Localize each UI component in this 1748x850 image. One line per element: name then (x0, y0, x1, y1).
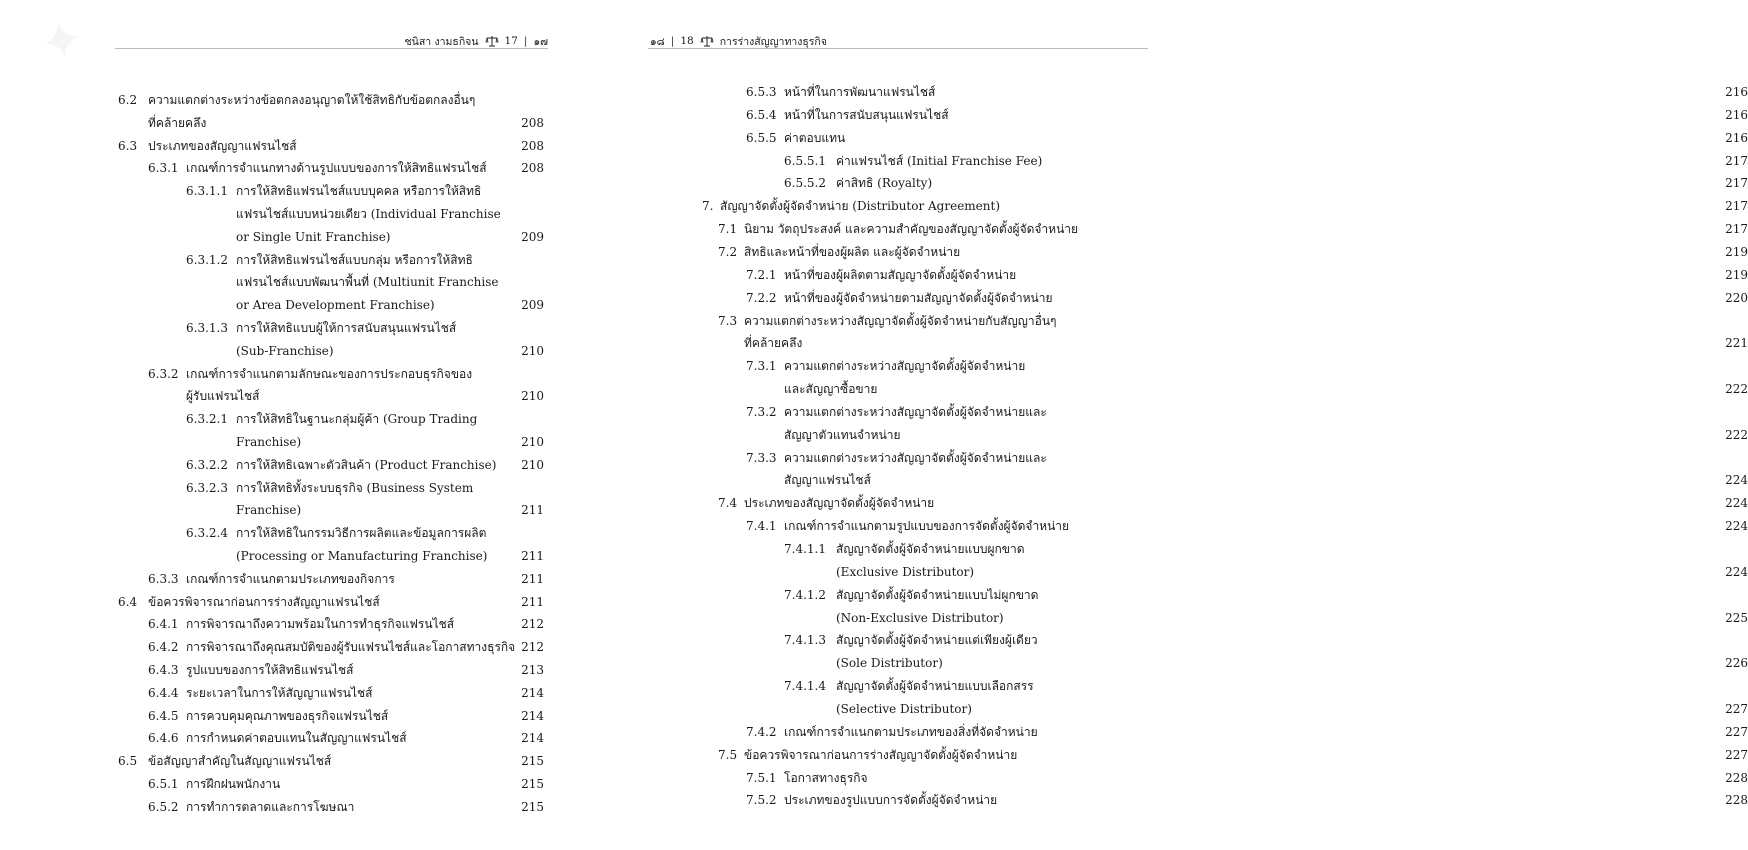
scales-icon (485, 35, 499, 47)
toc-entry-title: สัญญาตัวแทนจำหน่าย (784, 427, 901, 442)
toc-page-number: 225 (1725, 610, 1748, 625)
toc-entry (746, 402, 1047, 422)
toc-page-number: 217 (1725, 176, 1748, 191)
toc-entry (148, 113, 206, 133)
toc-page-number: 217 (1725, 222, 1748, 237)
toc-entry-title: ระยะเวลาในการให้สัญญาแฟรนไชส์ (186, 685, 373, 700)
toc-entry-number: 6.5.5.1 (784, 153, 826, 168)
toc-entry (186, 250, 473, 270)
toc-entry (148, 706, 388, 726)
toc-entry-title: or Single Unit Franchise) (236, 229, 391, 244)
toc-entry (784, 630, 1038, 650)
toc-entry-title: สัญญาจัดตั้งผู้จัดจำหน่ายแบบไม่ผูกขาด (836, 587, 1039, 602)
toc-entry (186, 386, 259, 406)
toc-entry (836, 608, 1004, 628)
toc-page-number: 215 (521, 754, 544, 769)
toc-entry-number: 7.4.2 (746, 724, 777, 739)
toc-entry-number: 6.5.3 (746, 85, 777, 99)
toc-entry (836, 699, 972, 719)
toc-entry-number: 7.2 (718, 244, 738, 259)
toc-page-number: 211 (521, 549, 544, 563)
toc-entry-title: ข้อควรพิจารณาก่อนการร่างสัญญาแฟรนไชส์ (148, 594, 380, 609)
toc-entry (746, 722, 1038, 742)
toc-entry (148, 614, 454, 634)
toc-entry-title: การพิจารณาถึงความพร้อมในการทำธุรกิจแฟรนไชส์ (186, 617, 455, 632)
toc-entry (236, 546, 487, 566)
toc-entry (746, 768, 868, 788)
toc-page-number: 227 (1725, 724, 1748, 739)
toc-entry-title: หน้าที่ของผู้ผลิตตามสัญญาจัดตั้งผู้จัดจำหน่าย (784, 267, 1017, 282)
toc-entry-number: 7.3.2 (746, 404, 777, 419)
toc-page-number: 226 (1725, 656, 1748, 671)
toc-entry-title: ความแตกต่างระหว่างข้อตกลงอนุญาตให้ใช้สิทธิกับข้อตกลงอื่นๆ (148, 93, 476, 107)
toc-page-number: 227 (1725, 701, 1748, 716)
toc-entry-number: 6.5.1 (148, 777, 179, 791)
toc-entry-title: นิยาม วัตถุประสงค์ และความสำคัญของสัญญาจัดตั้งผู้จัดจำหน่าย (744, 222, 1079, 237)
toc-entry (236, 272, 499, 292)
toc-entry-number: 6.3.1 (148, 161, 179, 176)
toc-entry-number: 7.5 (718, 747, 738, 762)
toc-entry (186, 455, 496, 475)
toc-entry (746, 82, 935, 102)
toc-page-number: 216 (1725, 130, 1748, 145)
toc-entry (186, 409, 477, 429)
toc-entry-title: ประเภทของสัญญาจัดตั้งผู้จัดจำหน่าย (744, 496, 935, 511)
toc-entry-title: (Sole Distributor) (836, 656, 943, 671)
toc-entry-number: 6.3.1.2 (186, 252, 228, 267)
toc-entry-number: 6.3.2.4 (186, 526, 228, 541)
toc-entry (118, 136, 297, 156)
toc-entry (836, 562, 974, 582)
toc-entry-title: ที่คล้ายคลึง (148, 115, 207, 130)
toc-entry (746, 265, 1016, 285)
toc-entry-number: 6.5.5 (746, 130, 777, 145)
toc-entry-title: ความแตกต่างระหว่างสัญญาจัดตั้งผู้จัดจำหน่ายและ (784, 450, 1047, 465)
toc-page-number: 224 (1725, 496, 1748, 511)
left-page (0, 0, 600, 850)
toc-entry (118, 90, 475, 110)
toc-entry-title: สิทธิและหน้าที่ของผู้ผลิต และผู้จัดจำหน่าย (744, 244, 961, 259)
toc-entry-title: เกณฑ์การจำแนกตามประเภทของกิจการ (186, 571, 395, 586)
toc-entry-title: การกำหนดค่าตอบแทนในสัญญาแฟรนไชส์ (186, 731, 407, 746)
toc-entry-number: 6.2 (118, 93, 138, 107)
toc-page-number: 210 (521, 457, 544, 472)
toc-entry (784, 379, 877, 399)
toc-entry-number: 6.4.2 (148, 640, 179, 655)
page-number-arabic: 17 (504, 35, 518, 47)
toc-entry-number: 6.4 (118, 594, 138, 609)
toc-entry (186, 478, 473, 498)
toc-page-number: 208 (521, 115, 544, 130)
toc-entry-title: ความแตกต่างระหว่างสัญญาจัดตั้งผู้จัดจำหน่าย (784, 359, 1026, 374)
toc-entry-number: 6.3.3 (148, 571, 179, 586)
toc-entry (148, 158, 487, 178)
toc-entry-number: 7.3.3 (746, 450, 777, 465)
toc-entry-title: (Non-Exclusive Distributor) (836, 610, 1004, 625)
toc-entry-title: Franchise) (236, 503, 302, 518)
toc-page-number: 214 (521, 685, 544, 700)
toc-entry-title: ความแตกต่างระหว่างสัญญาจัดตั้งผู้จัดจำหน่ายกับสัญญาอื่นๆ (744, 313, 1057, 328)
toc-entry (746, 356, 1025, 376)
toc-page-number: 212 (521, 617, 544, 632)
toc-page-number: 221 (1725, 336, 1748, 351)
toc-entry (148, 569, 395, 589)
toc-entry (746, 448, 1047, 468)
toc-entry-title: แฟรนไชส์แบบหน่วยเดียว (Individual Franchise (236, 207, 501, 221)
toc-entry-number: 6.3.2.3 (186, 480, 228, 495)
toc-page-number: 222 (1725, 427, 1748, 442)
toc-entry (836, 653, 943, 673)
toc-entry-title: แฟรนไชส์แบบพัฒนาพื้นที่ (Multiunit Franchise (236, 275, 499, 290)
toc-entry-number: 6.5 (118, 754, 138, 769)
toc-entry-title: หน้าที่ในการพัฒนาแฟรนไชส์ (784, 85, 936, 99)
toc-entry (746, 288, 1052, 308)
right-page (600, 0, 1748, 850)
toc-page-number: 219 (1725, 267, 1748, 282)
toc-entry-number: 6.5.4 (746, 107, 777, 122)
toc-entry (702, 196, 1000, 216)
toc-page-number: 209 (521, 229, 544, 244)
toc-entry (784, 676, 1034, 696)
toc-entry-title: สัญญาแฟรนไชส์ (784, 473, 871, 488)
toc-entry-title: ค่าสิทธิ (Royalty) (836, 176, 933, 191)
toc-page-number: 210 (521, 389, 544, 404)
toc-entry-title: เกณฑ์การจำแนกตามลักษณะของการประกอบธุรกิจของ (186, 366, 473, 381)
toc-entry-number: 6.5.5.2 (784, 176, 826, 191)
toc-entry-number: 7.4.1.1 (784, 542, 826, 556)
toc-entry (236, 341, 334, 361)
header-rule (115, 48, 548, 49)
toc-entry (186, 181, 481, 201)
toc-entry-title: (Processing or Manufacturing Franchise) (236, 549, 488, 563)
toc-page-number: 215 (521, 799, 544, 814)
toc-entry-number: 6.4.5 (148, 708, 179, 723)
toc-entry-number: 6.3 (118, 138, 138, 153)
toc-entry-title: ข้อควรพิจารณาก่อนการร่างสัญญาจัดตั้งผู้จัดจำหน่าย (744, 747, 1018, 762)
toc-page-number: 227 (1725, 747, 1748, 762)
toc-page-number: 222 (1725, 382, 1748, 397)
toc-entry-title: ที่คล้ายคลึง (744, 336, 803, 351)
toc-entry (718, 745, 1017, 765)
toc-page-number: 224 (1725, 564, 1748, 579)
toc-entry-title: เกณฑ์การจำแนกทางด้านรูปแบบของการให้สิทธิแฟรนไชส์ (186, 161, 487, 176)
toc-entry-number: 6.3.1.3 (186, 321, 228, 335)
toc-entry (784, 425, 901, 445)
toc-entry-title: ความแตกต่างระหว่างสัญญาจัดตั้งผู้จัดจำหน่ายและ (784, 404, 1047, 419)
toc-entry-number: 6.4.6 (148, 731, 179, 746)
toc-entry-number: 7. (702, 199, 714, 214)
toc-entry-number: 7.1 (718, 222, 738, 237)
toc-page-number: 212 (521, 640, 544, 655)
toc-entry-number: 7.4.1.4 (784, 679, 826, 694)
toc-entry-title: หน้าที่ของผู้จัดจำหน่ายตามสัญญาจัดตั้งผู้จัดจำหน่าย (784, 290, 1053, 305)
toc-entry-number: 7.5.1 (746, 770, 777, 785)
toc-entry-title: or Area Development Franchise) (236, 298, 435, 313)
toc-page-number: 214 (521, 708, 544, 723)
toc-entry (746, 516, 1069, 536)
toc-entry-title: สัญญาจัดตั้งผู้จัดจำหน่ายแบบผูกขาด (836, 542, 1025, 556)
toc-entry-number: 6.4.4 (148, 685, 179, 700)
toc-entry-number: 7.2.1 (746, 267, 777, 282)
page-number-thai: ๑๘ (650, 35, 665, 48)
toc-entry (186, 318, 456, 338)
toc-entry (718, 311, 1056, 331)
toc-entry-title: เกณฑ์การจำแนกตามประเภทของสิ่งที่จัดจำหน่าย (784, 724, 1038, 739)
watermark (34, 4, 107, 75)
toc-page-number: 214 (521, 731, 544, 746)
toc-entry-title: (Selective Distributor) (836, 701, 972, 716)
toc-entry (236, 432, 301, 452)
toc-page-number: 208 (521, 138, 544, 153)
toc-entry-title: สัญญาจัดตั้งผู้จัดจำหน่ายแต่เพียงผู้เดียว (836, 633, 1038, 648)
toc-entry (236, 227, 391, 247)
page-number-arabic: 18 (680, 35, 694, 47)
toc-entry-title: การทำการตลาดและการโฆษณา (186, 799, 355, 814)
toc-entry-title: ค่าตอบแทน (784, 130, 846, 145)
toc-entry-number: 7.3.1 (746, 359, 777, 374)
toc-entry-title: การให้สิทธิแบบผู้ให้การสนับสนุนแฟรนไชส์ (236, 321, 457, 335)
toc-entry (784, 173, 932, 193)
toc-entry-number: 7.3 (718, 313, 738, 328)
toc-entry (118, 751, 331, 771)
toc-entry-title: การให้สิทธิในฐานะกลุ่มผู้ค้า (Group Trading (236, 412, 478, 427)
left-running-header (405, 34, 548, 48)
header-rule (648, 48, 1148, 49)
toc-entry (746, 105, 949, 125)
toc-page-number: 216 (1725, 107, 1748, 122)
toc-page-number: 216 (1725, 85, 1748, 99)
toc-entry-number: 7.4.1 (746, 519, 777, 534)
toc-entry-title: ประเภทของรูปแบบการจัดตั้งผู้จัดจำหน่าย (784, 793, 998, 808)
toc-entry (148, 364, 472, 384)
scales-icon (700, 35, 714, 47)
toc-page-number: 224 (1725, 519, 1748, 534)
toc-page-number: 210 (521, 435, 544, 449)
toc-entry-title: การให้สิทธิทั้งระบบธุรกิจ (Business System (236, 480, 474, 495)
toc-entry-number: 6.4.3 (148, 663, 179, 677)
page-number-thai: ๑๗ (533, 35, 548, 48)
toc-entry (148, 774, 280, 794)
toc-entry-title: ประเภทของสัญญาแฟรนไชส์ (148, 138, 297, 153)
author-name: ชนิสา งามธกิจน (404, 35, 479, 48)
toc-entry-title: สัญญาจัดตั้งผู้จัดจำหน่าย (Distributor Agreement) (720, 199, 1001, 214)
toc-entry (718, 219, 1078, 239)
toc-entry-number: 6.3.2 (148, 366, 179, 381)
toc-page-number: 210 (521, 343, 544, 358)
toc-entry (718, 242, 960, 262)
toc-entry-number: 7.4.1.3 (784, 633, 826, 648)
toc-page-number: 228 (1725, 793, 1748, 808)
toc-entry-number: 7.4.1.2 (784, 587, 826, 602)
toc-page-number: 228 (1725, 770, 1748, 785)
book-title: การร่างสัญญาทางธุรกิจ (719, 35, 827, 48)
toc-entry-title: เกณฑ์การจำแนกตามรูปแบบของการจัดตั้งผู้จัดจำหน่าย (784, 519, 1070, 534)
toc-entry-title: ข้อสัญญาสำคัญในสัญญาแฟรนไชส์ (148, 754, 332, 769)
toc-entry-title: การให้สิทธิแฟรนไชส์แบบกลุ่ม หรือการให้สิทธิ (236, 252, 473, 267)
toc-entry (236, 204, 501, 224)
toc-entry-title: รูปแบบของการให้สิทธิแฟรนไชส์ (186, 663, 354, 677)
toc-entry (744, 333, 802, 353)
separator: | (670, 35, 675, 47)
right-running-header (650, 34, 827, 48)
toc-page-number: 211 (521, 594, 544, 609)
toc-entry-title: ผู้รับแฟรนไชส์ (186, 389, 260, 404)
toc-page-number: 215 (521, 777, 544, 791)
toc-entry-number: 6.4.1 (148, 617, 179, 632)
toc-entry (118, 592, 380, 612)
toc-page-number: 224 (1725, 473, 1748, 488)
toc-entry-number: 6.3.1.1 (186, 184, 228, 199)
toc-entry-title: การควบคุมคุณภาพของธุรกิจแฟรนไชส์ (186, 708, 389, 723)
toc-entry-title: การฝึกฝนพนักงาน (186, 777, 281, 791)
toc-entry (148, 728, 407, 748)
toc-page-number: 209 (521, 298, 544, 313)
toc-entry-title: การให้สิทธิแฟรนไชส์แบบบุคคล หรือการให้สิทธิ (236, 184, 482, 199)
toc-entry-title: โอกาสทางธุรกิจ (784, 770, 868, 785)
toc-page-number: 211 (521, 571, 544, 586)
toc-entry (746, 128, 845, 148)
toc-entry-title: (Exclusive Distributor) (836, 564, 975, 579)
toc-entry-title: (Sub-Franchise) (236, 343, 334, 358)
toc-entry (784, 539, 1025, 559)
toc-entry-number: 6.3.2.2 (186, 457, 228, 472)
toc-page-number: 217 (1725, 153, 1748, 168)
toc-entry (784, 151, 1042, 171)
toc-entry-number: 7.5.2 (746, 793, 777, 808)
toc-entry-number: 6.5.2 (148, 799, 179, 814)
toc-entry (784, 585, 1038, 605)
toc-entry-number: 7.2.2 (746, 290, 777, 305)
toc-page-number: 208 (521, 161, 544, 176)
toc-page-number: 213 (521, 663, 544, 677)
toc-entry (746, 790, 997, 810)
toc-entry-title: หน้าที่ในการสนับสนุนแฟรนไชส์ (784, 107, 949, 122)
toc-entry (236, 295, 435, 315)
toc-entry-title: สัญญาจัดตั้งผู้จัดจำหน่ายแบบเลือกสรร (836, 679, 1034, 694)
toc-entry-number: 7.4 (718, 496, 738, 511)
toc-page-number: 220 (1725, 290, 1748, 305)
toc-entry (148, 637, 515, 657)
toc-entry (148, 797, 354, 817)
toc-entry (186, 523, 486, 543)
toc-entry-title: ค่าแฟรนไชส์ (Initial Franchise Fee) (836, 153, 1043, 168)
toc-entry-title: การให้สิทธิในกรรมวิธีการผลิตและข้อมูลการผลิต (236, 526, 487, 541)
toc-entry-title: การให้สิทธิเฉพาะตัวสินค้า (Product Franchise) (236, 457, 497, 472)
separator: | (523, 35, 528, 47)
toc-entry-number: 6.3.2.1 (186, 412, 228, 427)
toc-page-number: 217 (1725, 199, 1748, 214)
toc-entry-title: การพิจารณาถึงคุณสมบัติของผู้รับแฟรนไชส์และโอกาสทางธุรกิจ (186, 640, 516, 655)
toc-page-number: 211 (521, 503, 544, 518)
toc-page-number: 219 (1725, 244, 1748, 259)
toc-entry-title: Franchise) (236, 435, 302, 449)
toc-entry (148, 683, 372, 703)
toc-entry-title: และสัญญาซื้อขาย (784, 382, 878, 397)
toc-entry (236, 500, 301, 520)
toc-entry (148, 660, 353, 680)
toc-entry (718, 493, 934, 513)
toc-entry (784, 470, 871, 490)
